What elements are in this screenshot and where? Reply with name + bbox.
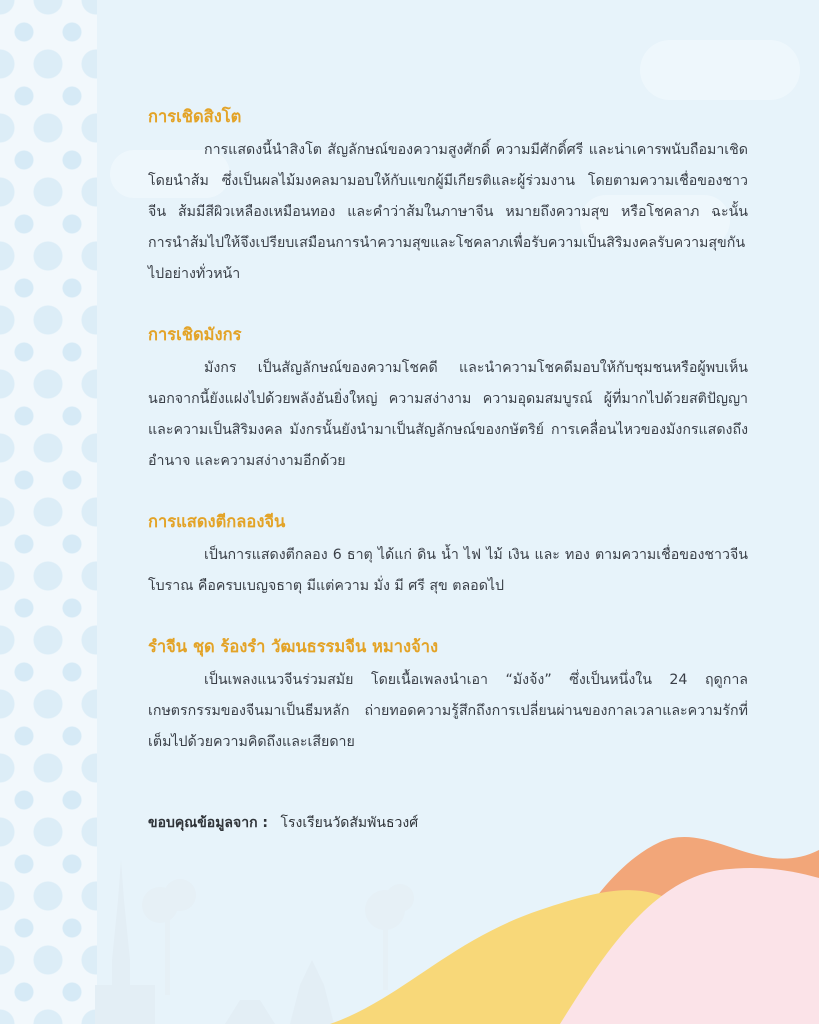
section-paragraph: การแสดงนี้นำสิงโต สัญลักษณ์ของความสูงศักดิ์ ความมีศักดิ์ศรี และน่าเคารพนับถือมาเชิด โดยนำส้ม ซึ่งเป็นผลไม้มงคลมามอบให้กับแขกผู้มีเกียรติและผู้ร่วมงาน โดยตามความเชื่อของชาวจีน ส้มมีสีผิวเหลืองเหมือนทอง และคำว่าส้มในภาษาจีน หมายถึงความสุข หรือโชคลาภ ฉะนั้นการนำส้มไปให้จึงเปรียบเสมือนการนำความสุขและโชคลาภเพื่อรับความเป็นสิริมงคลรับความสุขกันไปอย่างทั่วหน้า [148, 142, 748, 282]
section-paragraph: เป็นการแสดงตีกลอง 6 ธาตุ ได้แก่ ดิน น้ำ ไฟ ไม้ เงิน และ ทอง ตามความเชื่อของชาวจีนโบราณ คือครบเบญจธาตุ มีแต่ความ มั่ง มี ศรี สุข ตลอดไป [148, 547, 748, 594]
credit-label: ขอบคุณข้อมูลจาก : [148, 815, 269, 831]
section-chinese-dance [148, 635, 748, 758]
section-heading: รำจีน ชุด ร้องรำ วัฒนธรรมจีน หมางจ้าง [148, 637, 439, 656]
tree-silhouette [142, 879, 414, 995]
section-paragraph: มังกร เป็นสัญลักษณ์ของความโชคดี และนำความโชคดีมอบให้กับชุมชนหรือผู้พบเห็น นอกจากนี้ยังแฝงไปด้วยพลังอันยิ่งใหญ่ ความสง่างาม ความอุดมสมบูรณ์ ผู้ที่มากไปด้วยสติปัญญา และความเป็นสิริมงคล มังกรนั้นยังนำมาเป็นสัญลักษณ์ของกษัตริย์ การเคลื่อนไหวของมังกรแสดงถึงอำนาจ และความสง่างามอีกด้วย [148, 360, 748, 469]
section-lion-dance [148, 105, 748, 290]
section-chinese-drum [148, 510, 748, 602]
credit-line [148, 812, 418, 834]
temple-silhouette [95, 860, 334, 1024]
section-dragon-dance [148, 323, 748, 477]
article-body [148, 105, 748, 791]
section-heading: การเชิดสิงโต [148, 107, 242, 126]
credit-source: โรงเรียนวัดสัมพันธวงศ์ [280, 815, 419, 831]
section-heading: การเชิดมังกร [148, 325, 242, 344]
section-heading: การแสดงตีกลองจีน [148, 512, 286, 531]
section-paragraph: เป็นเพลงแนวจีนร่วมสมัย โดยเนื้อเพลงนำเอา “มังจ้ง” ซึ่งเป็นหนึ่งใน 24 ฤดูกาลเกษตรกรรมของจีนมาเป็นธีมหลัก ถ่ายทอดความรู้สึกถึงการเปลี่ยนผ่านของกาลเวลาและความรักที่เต็มไปด้วยความคิดถึงและเสียดาย [148, 672, 748, 750]
